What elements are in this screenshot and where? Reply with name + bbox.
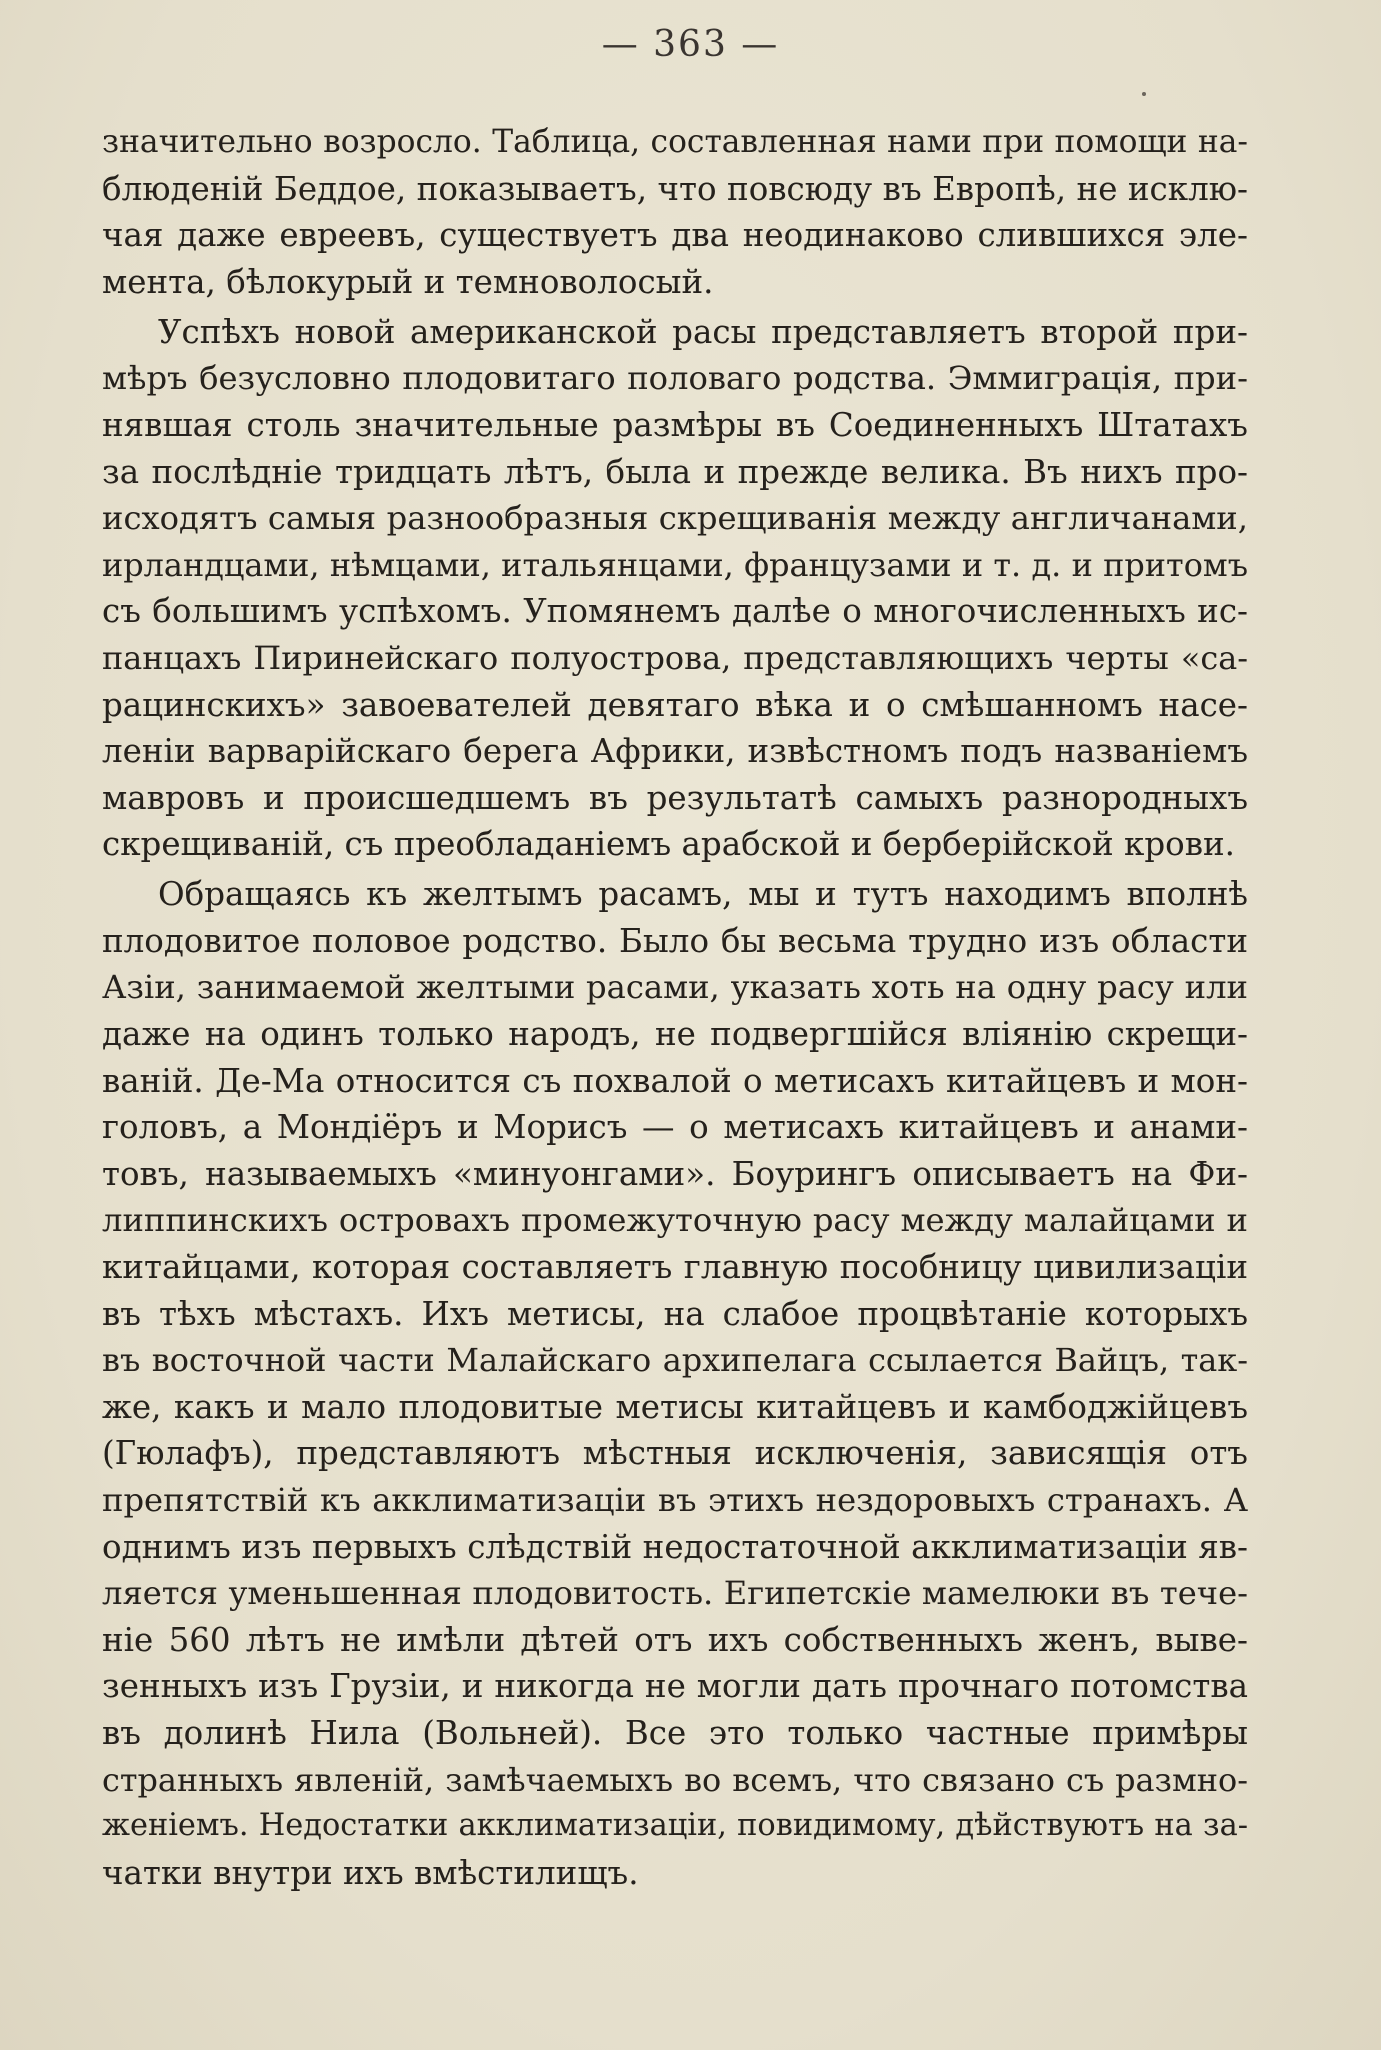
text-line: же, какъ и мало плодовитые метисы китайцевъ и камбоджійцевъ (102, 1387, 1248, 1426)
text-line: за послѣдніе тридцать лѣтъ, была и прежде велика. Въ нихъ про- (102, 452, 1248, 491)
text-line: въ восточной части Малайскаго архипелага ссылается Вайцъ, так- (102, 1341, 1248, 1380)
text-line: блюденій Беддое, показываетъ, что повсюду въ Европѣ, не исклю- (102, 169, 1248, 208)
text-line: въ долинѣ Нила (Вольней). Все это только частные примѣры (102, 1713, 1248, 1752)
text-line: ваній. Де-Ма относится съ похвалой о метисахъ китайцевъ и мон- (102, 1061, 1248, 1100)
text-line: даже на одинъ только народъ, не подвергшійся вліянію скрещи- (102, 1015, 1248, 1054)
body-text (102, 119, 1248, 1900)
text-line: чатки внутри ихъ вмѣстилищъ. (102, 1853, 639, 1892)
text-line: исходятъ самыя разнообразныя скрещиванія между англичанами, (102, 499, 1248, 538)
text-line: ирландцами, нѣмцами, итальянцами, французами и т. д. и притомъ (102, 545, 1248, 584)
text-line: плодовитое половое родство. Было бы весьма трудно изъ области (102, 921, 1248, 960)
text-line: ніе 560 лѣтъ не имѣли дѣтей отъ ихъ собственныхъ женъ, выве- (102, 1620, 1248, 1659)
text-line: Обращаясь къ желтымъ расамъ, мы и тутъ находимъ вполнѣ (158, 875, 1248, 914)
text-line: товъ, называемыхъ «минуонгами». Боурингъ описываетъ на Фи- (102, 1154, 1248, 1193)
text-line: мента, бѣлокурый и темноволосый. (102, 262, 714, 301)
text-line: липпинскихъ островахъ промежуточную расу между малайцами и (102, 1201, 1248, 1240)
text-line: мѣръ безусловно плодовитаго половаго родства. Эммиграція, при- (102, 359, 1248, 398)
text-line: китайцами, которая составляетъ главную пособницу цивилизаціи (102, 1248, 1248, 1287)
text-line: головъ, а Мондіёръ и Морисъ — о метисахъ китайцевъ и анами- (102, 1108, 1248, 1147)
text-line: скрещиваній, съ преобладаніемъ арабской и берберійской крови. (102, 825, 1236, 864)
text-line: леніи варварійскаго берега Африки, извѣстномъ подъ названіемъ (102, 732, 1248, 771)
text-line: рацинскихъ» завоевателей девятаго вѣка и о смѣшанномъ насе- (102, 685, 1248, 724)
text-line: ляется уменьшенная плодовитость. Египетскіе мамелюки въ тече- (102, 1574, 1248, 1613)
paragraph-1 (102, 119, 1248, 305)
text-line: Азіи, занимаемой желтыми расами, указать хоть на одну расу или (102, 968, 1248, 1007)
text-line: (Гюлафъ), представляютъ мѣстныя исключенія, зависящія отъ (102, 1434, 1248, 1473)
text-line: препятствій къ акклиматизаціи въ этихъ нездоровыхъ странахъ. А (102, 1481, 1248, 1519)
paragraph-2 (102, 309, 1248, 868)
text-line: панцахъ Пиринейскаго полуострова, представляющихъ черты «са- (102, 638, 1248, 677)
text-line: въ тѣхъ мѣстахъ. Ихъ метисы, на слабое процвѣтаніе которыхъ (102, 1294, 1248, 1333)
text-line: чая даже евреевъ, существуетъ два неодинаково слившихся эле- (102, 216, 1248, 255)
text-line: Успѣхъ новой американской расы представляетъ второй при- (158, 312, 1248, 351)
paragraph-3 (102, 871, 1248, 1896)
text-line: мавровъ и происшедшемъ въ результатѣ самыхъ разнородныхъ (102, 778, 1248, 817)
page-number: — 363 — (601, 24, 780, 65)
text-line: съ большимъ успѣхомъ. Упомянемъ далѣе о многочисленныхъ ис- (102, 592, 1248, 631)
text-line: зенныхъ изъ Грузіи, и никогда не могли дать прочнаго потомства (102, 1667, 1248, 1706)
text-line: однимъ изъ первыхъ слѣдствій недостаточной акклиматизаціи яв- (102, 1527, 1248, 1566)
text-line: женіемъ. Недостатки акклиматизаціи, повидимому, дѣйствуютъ на за- (102, 1808, 1248, 1844)
text-line: нявшая столь значительные размѣры въ Соединенныхъ Штатахъ (102, 405, 1248, 444)
text-line: странныхъ явленій, замѣчаемыхъ во всемъ, что связано съ размно- (102, 1760, 1248, 1799)
text-line: значительно возросло. Таблица, составленная нами при помощи на- (102, 124, 1248, 160)
print-speck (1142, 92, 1146, 96)
